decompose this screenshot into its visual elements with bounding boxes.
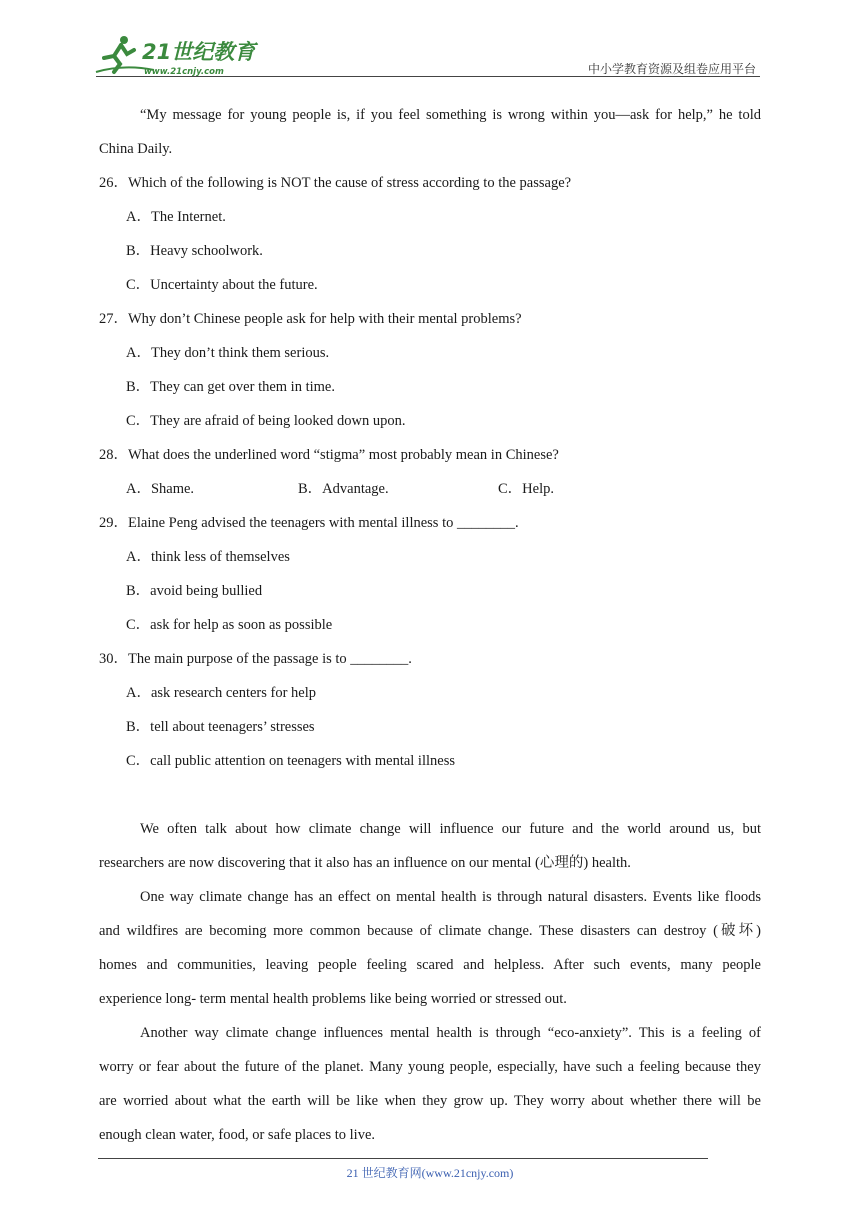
option-c: C．ask for help as soon as possible (126, 617, 333, 633)
platform-name: 中小学教育资源及组卷应用平台 (587, 62, 756, 76)
question-27 (99, 302, 761, 438)
quote-line: “My message for young people is, if you feel something is wrong within you—ask for help,” he told (140, 107, 761, 123)
options-row (99, 472, 761, 506)
option-c: C．They are afraid of being looked down upon. (126, 413, 406, 429)
option-c: C．call public attention on teenagers with mental illness (126, 753, 455, 769)
passage-paragraph-2 (99, 880, 761, 1016)
document-body (99, 98, 761, 1152)
page-footer: 21 世纪教育网(www.21cnjy.com) (346, 1166, 514, 1180)
option-a: A．Shame. (126, 481, 195, 497)
passage-line: We often talk about how climate change will influence our future and the world around us, but (140, 821, 761, 837)
passage-paragraph-3 (99, 1016, 761, 1152)
option-c: C．Uncertainty about the future. (126, 277, 318, 293)
option-a: A．think less of themselves (126, 549, 290, 565)
svg-text:21世纪教育: 21世纪教育 (142, 40, 256, 64)
option-b: B．tell about teenagers’ stresses (126, 719, 315, 735)
passage-line: experience long- term mental health problems like being worried or stressed out. (99, 991, 567, 1007)
question-26 (99, 166, 761, 302)
option-b: B．Heavy schoolwork. (126, 243, 263, 259)
question-29 (99, 506, 761, 642)
question-stem: 29．Elaine Peng advised the teenagers with mental illness to ________. (99, 515, 519, 531)
page-header (0, 0, 860, 80)
passage-line: One way climate change has an effect on mental health is through natural disasters. Events like floods (140, 889, 761, 905)
passage-line: worry or fear about the future of the planet. Many young people, especially, have such a feeling because they (99, 1059, 761, 1075)
question-stem: 27．Why don’t Chinese people ask for help with their mental problems? (99, 311, 522, 327)
question-30 (99, 642, 761, 778)
passage-paragraph-1 (99, 812, 761, 880)
option-b: B．They can get over them in time. (126, 379, 335, 395)
question-stem: 28．What does the underlined word “stigma” most probably mean in Chinese? (99, 447, 559, 463)
option-a: A．ask research centers for help (126, 685, 317, 701)
option-b: B．avoid being bullied (126, 583, 263, 599)
site-logo (94, 34, 264, 78)
option-b: B．Advantage. (298, 481, 389, 497)
section-gap (99, 778, 761, 812)
passage-line: and wildfires are becoming more common because of climate change. These disasters can destroy (破坏) (99, 923, 761, 939)
quote-line: China Daily. (99, 141, 173, 157)
question-stem: 26．Which of the following is NOT the cause of stress according to the passage? (99, 175, 572, 191)
passage-line: researchers are now discovering that it also has an influence on our mental (心理的) health. (99, 855, 631, 871)
option-c: C．Help. (498, 481, 554, 497)
option-a: A．The Internet. (126, 209, 226, 225)
question-28 (99, 438, 761, 506)
footer-divider (98, 1158, 708, 1159)
passage-line: enough clean water, food, or safe places to live. (99, 1127, 376, 1143)
passage-line: Another way climate change influences mental health is through “eco-anxiety”. This is a feeling of (140, 1025, 761, 1041)
option-a: A．They don’t think them serious. (126, 345, 330, 361)
question-stem: 30．The main purpose of the passage is to ________. (99, 651, 412, 667)
header-divider (96, 76, 760, 77)
svg-text:www.21cnjy.com: www.21cnjy.com (144, 67, 224, 77)
passage-line: homes and communities, leaving people feeling scared and helpless. After such events, many people (99, 957, 761, 973)
passage-line: are worried about what the earth will be like when they grow up. They worry about whether there will be (99, 1093, 761, 1109)
